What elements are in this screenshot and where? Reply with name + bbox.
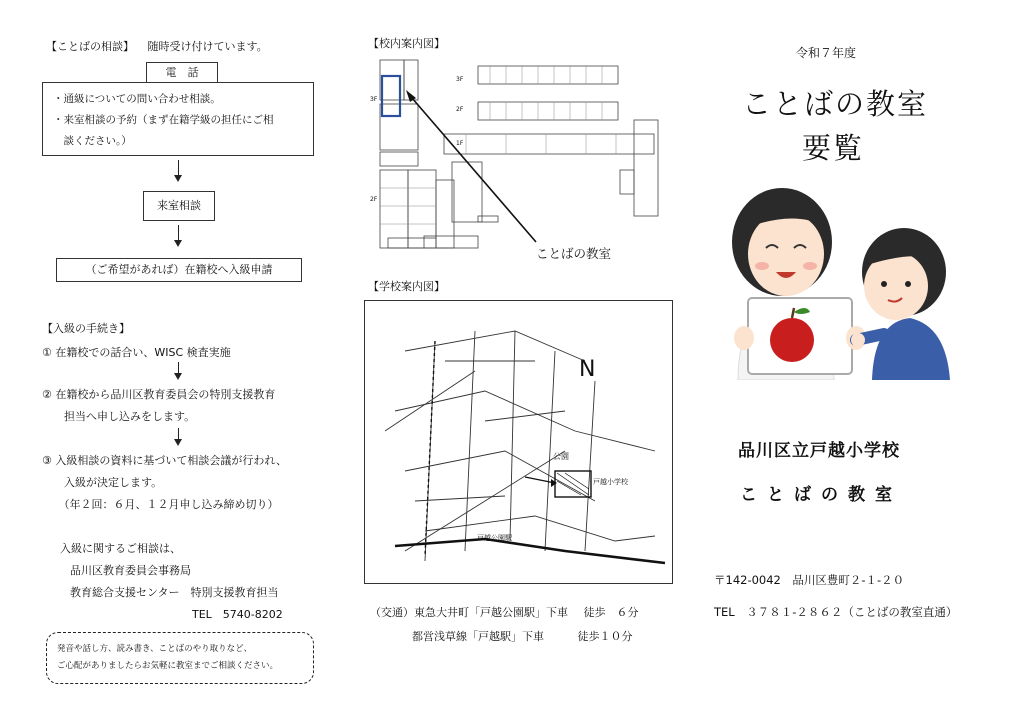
phone-items-box xyxy=(42,82,314,156)
map-station-label: 戸越公園駅 xyxy=(477,534,512,542)
access-time: 徒歩 ６分 xyxy=(583,606,639,619)
school-map-heading: 【学校案内図】 xyxy=(368,280,445,293)
step-item: 入級が決定します。 xyxy=(42,476,163,489)
phone-item: ・通級についての問い合わせ相談。 xyxy=(53,93,221,105)
school-name: 品川区立戸越小学校 xyxy=(738,441,900,461)
contact-line: 入級に関するご相談は、 xyxy=(60,542,181,555)
consult-heading-text: 【ことばの相談】 xyxy=(46,40,134,53)
access-time: 徒歩１０分 xyxy=(577,630,633,643)
address: 〒142-0042 品川区豊町２-１-２０ xyxy=(714,573,905,587)
classroom-name: ことばの教室 xyxy=(740,485,902,505)
school-map xyxy=(365,301,672,583)
consult-note: 随時受け付けています。 xyxy=(147,40,268,53)
floor-label: 3F xyxy=(456,76,464,83)
access-label: 都営浅草線「戸越駅」下車 xyxy=(412,630,544,643)
campus-map-callout: ことばの教室 xyxy=(536,246,612,261)
children-illustration xyxy=(724,180,954,380)
flow-arrow xyxy=(178,160,179,176)
note-box xyxy=(46,632,314,684)
note-line: ご心配がありましたらお気軽に教室までご相談ください。 xyxy=(57,661,279,671)
year-label: 令和７年度 xyxy=(796,46,857,60)
floor-label: 2F xyxy=(456,106,464,113)
map-school-label: 戸越小学校 xyxy=(593,478,628,486)
step-item: （年２回：６月、１２月申し込み締め切り） xyxy=(42,498,279,511)
step-item: ① 在籍校での話合い、WISC 検査実施 xyxy=(42,346,231,359)
flow-arrow xyxy=(178,428,179,440)
apple-icon xyxy=(770,318,814,362)
access-line-1 xyxy=(370,604,639,620)
step-item: 担当へ申し込みをします。 xyxy=(42,410,196,423)
visit-label: 来室相談 xyxy=(157,199,201,212)
step-item: ③ 入級相談の資料に基づいて相談会議が行われ、 xyxy=(42,454,288,467)
campus-floor-plan xyxy=(366,52,666,252)
boy-shirt-icon xyxy=(872,318,950,380)
phone-item: ・来室相談の予約（まず在籍学級の担任にご相 xyxy=(53,114,274,126)
access-line-2 xyxy=(412,628,633,644)
procedure-heading: 【入級の手続き】 xyxy=(42,322,130,335)
telephone: TEL ３７８１-２８６２（ことばの教室直通） xyxy=(714,605,958,619)
contact-line: 品川区教育委員会事務局 xyxy=(70,564,191,577)
campus-map-heading: 【校内案内図】 xyxy=(368,37,445,50)
phone-label: 電 話 xyxy=(165,66,199,79)
flow-arrow xyxy=(178,362,179,374)
map-north-marker: N xyxy=(579,357,596,382)
floor-label: 3F xyxy=(370,96,378,103)
main-subtitle: 要覧 xyxy=(802,131,865,165)
map-park-label: 公園 xyxy=(553,452,569,461)
transfer-box xyxy=(56,258,302,282)
main-title: ことばの教室 xyxy=(742,87,929,121)
school-map-frame xyxy=(364,300,673,584)
floor-label: 1F xyxy=(456,140,464,147)
step-item: ② 在籍校から品川区教育委員会の特別支援教育 xyxy=(42,388,276,401)
phone-item: 談ください。） xyxy=(53,135,132,147)
consult-heading xyxy=(46,38,268,54)
access-label: （交通）東急大井町「戸越公園駅」下車 xyxy=(370,606,568,619)
contact-line: 教育総合支援センター 特別支援教育担当 xyxy=(70,586,279,599)
visit-label-box xyxy=(143,191,215,221)
floor-label: 2F xyxy=(370,196,378,203)
note-line: 発音や話し方、読み書き、ことばのやり取りなど、 xyxy=(57,644,253,654)
contact-phone: TEL 5740-8202 xyxy=(192,608,283,621)
flow-arrow xyxy=(178,225,179,241)
phone-label-box xyxy=(146,62,218,84)
transfer-label: （ご希望があれば）在籍校へ入級申請 xyxy=(85,263,273,276)
